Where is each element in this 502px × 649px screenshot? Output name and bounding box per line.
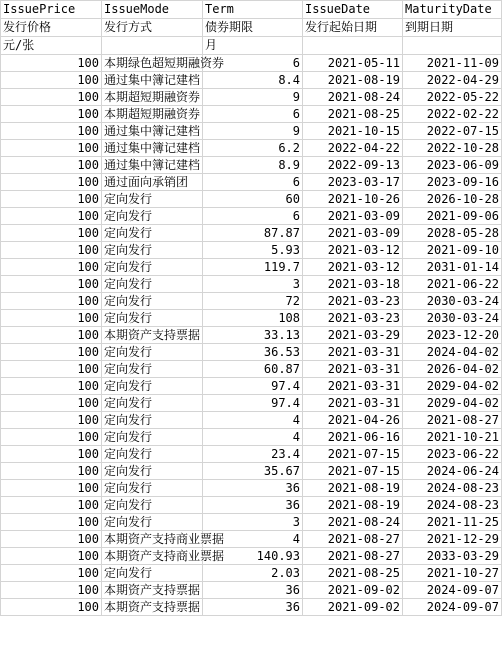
- cell-issue-mode[interactable]: 定向发行: [102, 412, 203, 429]
- cell-issue-date[interactable]: 2021-03-31: [303, 395, 403, 412]
- cell-issue-mode[interactable]: 本期资产支持票据: [102, 599, 203, 616]
- cell-issue-date[interactable]: 2021-09-02: [303, 599, 403, 616]
- cell-issue-mode[interactable]: 定向发行: [102, 514, 203, 531]
- cell-issue-date[interactable]: 2021-09-02: [303, 582, 403, 599]
- table-row: [1, 395, 502, 412]
- cell-issue-date[interactable]: 2021-03-23: [303, 310, 403, 327]
- table-row: [1, 225, 502, 242]
- cell-term[interactable]: 60: [203, 191, 303, 208]
- cell-issue-price[interactable]: 100: [1, 497, 102, 514]
- cell-issue-date[interactable]: 2021-08-19: [303, 72, 403, 89]
- cell-issue-mode[interactable]: 定向发行: [102, 225, 203, 242]
- cell-maturity-date[interactable]: 2021-11-09: [403, 55, 502, 72]
- cell-term[interactable]: 8.4: [203, 72, 303, 89]
- cell-issue-date[interactable]: 2021-03-18: [303, 276, 403, 293]
- cell-term[interactable]: 4: [203, 429, 303, 446]
- table-row: [1, 514, 502, 531]
- cell-issue-mode[interactable]: 本期绿色超短期融资券: [102, 55, 203, 72]
- table-row: [1, 582, 502, 599]
- header-maturity-date[interactable]: MaturityDate: [403, 1, 502, 19]
- cell-issue-price[interactable]: 100: [1, 191, 102, 208]
- cell-issue-mode[interactable]: 通过面向承销团: [102, 174, 203, 191]
- cell-issue-mode[interactable]: 定向发行: [102, 565, 203, 582]
- header-unit-issue-mode[interactable]: [102, 37, 203, 55]
- cell-issue-mode[interactable]: 通过集中簿记建档: [102, 123, 203, 140]
- cell-issue-price[interactable]: 100: [1, 225, 102, 242]
- cell-maturity-date[interactable]: 2024-08-23: [403, 497, 502, 514]
- cell-term[interactable]: 6: [203, 55, 303, 72]
- cell-issue-price[interactable]: 100: [1, 531, 102, 548]
- cell-maturity-date[interactable]: 2022-02-22: [403, 106, 502, 123]
- cell-issue-mode[interactable]: 本期资产支持票据: [102, 582, 203, 599]
- cell-issue-price[interactable]: 100: [1, 463, 102, 480]
- cell-maturity-date[interactable]: 2033-03-29: [403, 548, 502, 565]
- cell-maturity-date[interactable]: 2023-06-09: [403, 157, 502, 174]
- cell-issue-date[interactable]: 2021-03-09: [303, 208, 403, 225]
- cell-issue-mode[interactable]: 定向发行: [102, 480, 203, 497]
- header-issue-mode[interactable]: IssueMode: [102, 1, 203, 19]
- cell-term[interactable]: 6: [203, 174, 303, 191]
- cell-term[interactable]: 36: [203, 582, 303, 599]
- cell-term[interactable]: 36: [203, 599, 303, 616]
- cell-issue-mode[interactable]: 定向发行: [102, 191, 203, 208]
- cell-issue-date[interactable]: 2021-03-29: [303, 327, 403, 344]
- cell-term[interactable]: 72: [203, 293, 303, 310]
- cell-issue-price[interactable]: 100: [1, 106, 102, 123]
- cell-maturity-date[interactable]: 2023-12-20: [403, 327, 502, 344]
- cell-issue-price[interactable]: 100: [1, 310, 102, 327]
- cell-term[interactable]: 35.67: [203, 463, 303, 480]
- table-row: [1, 429, 502, 446]
- header-row-units: [1, 37, 502, 55]
- cell-term[interactable]: 3: [203, 514, 303, 531]
- cell-issue-date[interactable]: 2021-06-16: [303, 429, 403, 446]
- cell-maturity-date[interactable]: 2021-10-21: [403, 429, 502, 446]
- table-row: [1, 140, 502, 157]
- cell-issue-date[interactable]: 2021-07-15: [303, 463, 403, 480]
- table-row: [1, 72, 502, 89]
- cell-term[interactable]: 97.4: [203, 378, 303, 395]
- table-row: [1, 191, 502, 208]
- header-unit-maturity-date[interactable]: [403, 37, 502, 55]
- cell-issue-price[interactable]: 100: [1, 208, 102, 225]
- header-cn-issue-date[interactable]: 发行起始日期: [303, 19, 403, 37]
- cell-issue-mode[interactable]: 通过集中簿记建档: [102, 140, 203, 157]
- header-cn-term[interactable]: 债券期限: [203, 19, 303, 37]
- cell-issue-price[interactable]: 100: [1, 72, 102, 89]
- cell-issue-date[interactable]: 2021-07-15: [303, 446, 403, 463]
- table-row: [1, 157, 502, 174]
- cell-issue-date[interactable]: 2021-08-25: [303, 565, 403, 582]
- cell-issue-mode[interactable]: 通过集中簿记建档: [102, 72, 203, 89]
- cell-issue-price[interactable]: 100: [1, 259, 102, 276]
- table-row: [1, 174, 502, 191]
- cell-maturity-date[interactable]: 2030-03-24: [403, 310, 502, 327]
- cell-issue-mode[interactable]: 本期资产支持商业票据: [102, 531, 203, 548]
- table-row: [1, 497, 502, 514]
- cell-issue-mode[interactable]: 通过集中簿记建档: [102, 157, 203, 174]
- cell-term[interactable]: 2.03: [203, 565, 303, 582]
- cell-maturity-date[interactable]: 2024-09-07: [403, 582, 502, 599]
- cell-issue-date[interactable]: 2021-03-12: [303, 242, 403, 259]
- header-term[interactable]: Term: [203, 1, 303, 19]
- table-row: [1, 480, 502, 497]
- cell-issue-mode[interactable]: 定向发行: [102, 378, 203, 395]
- table-row: [1, 548, 502, 565]
- table-row: [1, 106, 502, 123]
- table-row: [1, 463, 502, 480]
- cell-issue-date[interactable]: 2021-03-31: [303, 378, 403, 395]
- cell-term[interactable]: 8.9: [203, 157, 303, 174]
- header-issue-date[interactable]: IssueDate: [303, 1, 403, 19]
- cell-maturity-date[interactable]: 2021-12-29: [403, 531, 502, 548]
- cell-term[interactable]: 9: [203, 89, 303, 106]
- table-body: [1, 1, 502, 616]
- cell-maturity-date[interactable]: 2021-06-22: [403, 276, 502, 293]
- cell-maturity-date[interactable]: 2022-10-28: [403, 140, 502, 157]
- cell-issue-price[interactable]: 100: [1, 157, 102, 174]
- cell-issue-date[interactable]: 2021-08-25: [303, 106, 403, 123]
- cell-issue-price[interactable]: 100: [1, 276, 102, 293]
- cell-issue-price[interactable]: 100: [1, 565, 102, 582]
- cell-issue-price[interactable]: 100: [1, 378, 102, 395]
- cell-issue-price[interactable]: 100: [1, 429, 102, 446]
- cell-issue-price[interactable]: 100: [1, 412, 102, 429]
- cell-issue-date[interactable]: 2021-03-31: [303, 344, 403, 361]
- cell-issue-mode[interactable]: 定向发行: [102, 361, 203, 378]
- header-unit-term[interactable]: 月: [203, 37, 303, 55]
- cell-term[interactable]: 6: [203, 208, 303, 225]
- table-row: [1, 55, 502, 72]
- cell-issue-price[interactable]: 100: [1, 293, 102, 310]
- table-row: [1, 242, 502, 259]
- table-row: [1, 259, 502, 276]
- cell-issue-price[interactable]: 100: [1, 582, 102, 599]
- header-issue-price[interactable]: IssuePrice: [1, 1, 102, 19]
- table-row: [1, 412, 502, 429]
- cell-term[interactable]: 36: [203, 497, 303, 514]
- table-row: [1, 123, 502, 140]
- cell-term[interactable]: 97.4: [203, 395, 303, 412]
- cell-term[interactable]: 36.53: [203, 344, 303, 361]
- cell-term[interactable]: 119.7: [203, 259, 303, 276]
- cell-issue-date[interactable]: 2022-09-13: [303, 157, 403, 174]
- cell-term[interactable]: 4: [203, 412, 303, 429]
- cell-maturity-date[interactable]: 2031-01-14: [403, 259, 502, 276]
- cell-issue-date[interactable]: 2021-03-23: [303, 293, 403, 310]
- cell-issue-price[interactable]: 100: [1, 395, 102, 412]
- table-row: [1, 531, 502, 548]
- table-row: [1, 344, 502, 361]
- cell-term[interactable]: 3: [203, 276, 303, 293]
- cell-issue-mode[interactable]: 本期超短期融资券: [102, 89, 203, 106]
- cell-maturity-date[interactable]: 2024-08-23: [403, 480, 502, 497]
- header-cn-issue-price[interactable]: 发行价格: [1, 19, 102, 37]
- cell-term[interactable]: 23.4: [203, 446, 303, 463]
- cell-maturity-date[interactable]: 2023-09-16: [403, 174, 502, 191]
- cell-term[interactable]: 4: [203, 531, 303, 548]
- cell-issue-mode[interactable]: 定向发行: [102, 208, 203, 225]
- cell-maturity-date[interactable]: 2021-08-27: [403, 412, 502, 429]
- cell-issue-date[interactable]: 2022-04-22: [303, 140, 403, 157]
- cell-maturity-date[interactable]: 2022-05-22: [403, 89, 502, 106]
- table-row: [1, 327, 502, 344]
- cell-term[interactable]: 87.87: [203, 225, 303, 242]
- cell-maturity-date[interactable]: 2021-09-10: [403, 242, 502, 259]
- cell-issue-date[interactable]: 2021-05-11: [303, 55, 403, 72]
- header-unit-issue-price[interactable]: 元/张: [1, 37, 102, 55]
- cell-issue-date[interactable]: 2021-08-24: [303, 514, 403, 531]
- header-row-field-names: [1, 1, 502, 19]
- header-cn-issue-mode[interactable]: 发行方式: [102, 19, 203, 37]
- cell-issue-price[interactable]: 100: [1, 480, 102, 497]
- cell-issue-mode[interactable]: 定向发行: [102, 276, 203, 293]
- cell-term[interactable]: 6: [203, 106, 303, 123]
- cell-issue-price[interactable]: 100: [1, 89, 102, 106]
- cell-issue-price[interactable]: 100: [1, 242, 102, 259]
- cell-issue-date[interactable]: 2021-08-19: [303, 480, 403, 497]
- table-row: [1, 361, 502, 378]
- cell-maturity-date[interactable]: 2029-04-02: [403, 395, 502, 412]
- cell-maturity-date[interactable]: 2024-06-24: [403, 463, 502, 480]
- header-row-chinese-names: [1, 19, 502, 37]
- cell-issue-price[interactable]: 100: [1, 140, 102, 157]
- cell-term[interactable]: 33.13: [203, 327, 303, 344]
- cell-maturity-date[interactable]: 2030-03-24: [403, 293, 502, 310]
- cell-maturity-date[interactable]: 2021-11-25: [403, 514, 502, 531]
- cell-issue-date[interactable]: 2021-03-31: [303, 361, 403, 378]
- table-row: [1, 378, 502, 395]
- table-row: [1, 446, 502, 463]
- cell-issue-mode[interactable]: 定向发行: [102, 242, 203, 259]
- cell-issue-date[interactable]: 2023-03-17: [303, 174, 403, 191]
- table-row: [1, 208, 502, 225]
- cell-issue-price[interactable]: 100: [1, 327, 102, 344]
- cell-issue-price[interactable]: 100: [1, 55, 102, 72]
- cell-term[interactable]: 108: [203, 310, 303, 327]
- cell-issue-mode[interactable]: 定向发行: [102, 463, 203, 480]
- cell-maturity-date[interactable]: 2029-04-02: [403, 378, 502, 395]
- cell-maturity-date[interactable]: 2024-09-07: [403, 599, 502, 616]
- cell-term[interactable]: 6.2: [203, 140, 303, 157]
- cell-issue-mode[interactable]: 本期资产支持票据: [102, 327, 203, 344]
- table-row: [1, 310, 502, 327]
- cell-issue-mode[interactable]: 本期资产支持商业票据: [102, 548, 203, 565]
- cell-issue-date[interactable]: 2021-10-15: [303, 123, 403, 140]
- cell-issue-date[interactable]: 2021-08-24: [303, 89, 403, 106]
- cell-issue-date[interactable]: 2021-08-27: [303, 548, 403, 565]
- cell-issue-price[interactable]: 100: [1, 174, 102, 191]
- table-row: [1, 565, 502, 582]
- cell-maturity-date[interactable]: 2021-09-06: [403, 208, 502, 225]
- cell-term[interactable]: 36: [203, 480, 303, 497]
- table-row: [1, 89, 502, 106]
- cell-issue-mode[interactable]: 定向发行: [102, 259, 203, 276]
- cell-issue-date[interactable]: 2021-10-26: [303, 191, 403, 208]
- cell-term[interactable]: 5.93: [203, 242, 303, 259]
- cell-issue-date[interactable]: 2021-03-09: [303, 225, 403, 242]
- cell-issue-price[interactable]: 100: [1, 361, 102, 378]
- cell-maturity-date[interactable]: 2022-07-15: [403, 123, 502, 140]
- cell-issue-mode[interactable]: 定向发行: [102, 344, 203, 361]
- cell-issue-date[interactable]: 2021-03-12: [303, 259, 403, 276]
- cell-term[interactable]: 140.93: [203, 548, 303, 565]
- cell-issue-mode[interactable]: 定向发行: [102, 497, 203, 514]
- cell-issue-mode[interactable]: 本期超短期融资券: [102, 106, 203, 123]
- header-cn-maturity-date[interactable]: 到期日期: [403, 19, 502, 37]
- cell-maturity-date[interactable]: 2028-05-28: [403, 225, 502, 242]
- cell-maturity-date[interactable]: 2026-10-28: [403, 191, 502, 208]
- cell-issue-mode[interactable]: 定向发行: [102, 310, 203, 327]
- cell-issue-mode[interactable]: 定向发行: [102, 429, 203, 446]
- cell-issue-price[interactable]: 100: [1, 344, 102, 361]
- cell-maturity-date[interactable]: 2023-06-22: [403, 446, 502, 463]
- cell-issue-price[interactable]: 100: [1, 123, 102, 140]
- header-unit-issue-date[interactable]: [303, 37, 403, 55]
- cell-issue-mode[interactable]: 定向发行: [102, 446, 203, 463]
- cell-issue-date[interactable]: 2021-04-26: [303, 412, 403, 429]
- cell-term[interactable]: 9: [203, 123, 303, 140]
- cell-maturity-date[interactable]: 2026-04-02: [403, 361, 502, 378]
- cell-issue-price[interactable]: 100: [1, 599, 102, 616]
- cell-issue-price[interactable]: 100: [1, 446, 102, 463]
- cell-issue-price[interactable]: 100: [1, 514, 102, 531]
- cell-maturity-date[interactable]: 2024-04-02: [403, 344, 502, 361]
- cell-maturity-date[interactable]: 2022-04-29: [403, 72, 502, 89]
- cell-issue-date[interactable]: 2021-08-19: [303, 497, 403, 514]
- table-row: [1, 276, 502, 293]
- table-row: [1, 599, 502, 616]
- table-row: [1, 293, 502, 310]
- cell-term[interactable]: 60.87: [203, 361, 303, 378]
- cell-issue-mode[interactable]: 定向发行: [102, 395, 203, 412]
- cell-issue-price[interactable]: 100: [1, 548, 102, 565]
- cell-maturity-date[interactable]: 2021-10-27: [403, 565, 502, 582]
- cell-issue-date[interactable]: 2021-08-27: [303, 531, 403, 548]
- cell-issue-mode[interactable]: 定向发行: [102, 293, 203, 310]
